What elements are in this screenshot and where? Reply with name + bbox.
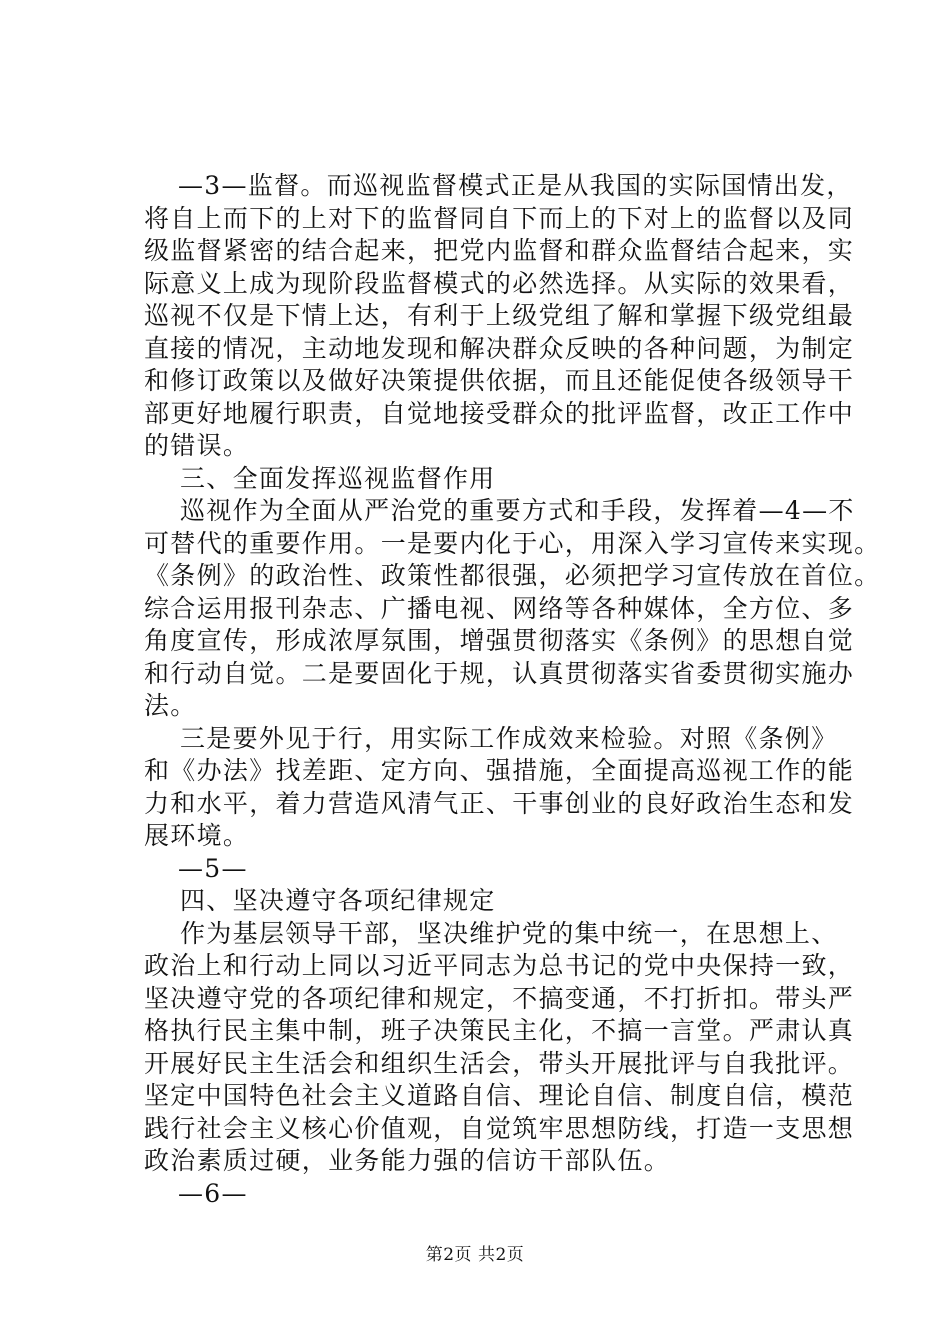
body-line: 和修订政策以及做好决策提供依据，而且还能促使各级领导干 [144, 366, 855, 395]
body-line: 巡视作为全面从严治党的重要方式和手段，发挥着—4—不 [180, 496, 855, 525]
body-line: 的错误。 [144, 431, 250, 460]
body-line: 和《办法》找差距、定方向、强措施，全面提高巡视工作的能 [144, 756, 855, 785]
body-line: 综合运用报刊杂志、广播电视、网络等各种媒体，全方位、多 [144, 593, 855, 623]
body-line: 际意义上成为现阶段监督模式的必然选择。从实际的效果看， [144, 268, 855, 298]
body-line: 级监督紧密的结合起来，把党内监督和群众监督结合起来，实 [144, 236, 855, 265]
body-line: 展环境。 [144, 821, 250, 850]
body-line: 政治上和行动上同以习近平同志为总书记的党中央保持一致， [144, 951, 855, 980]
body-line: 可替代的重要作用。一是要内化于心，用深入学习宣传来实现。 [144, 528, 881, 558]
body-line: 角度宣传，形成浓厚氛围，增强贯彻落实《条例》的思想自觉 [144, 626, 855, 655]
body-line: 力和水平，着力营造风清气正、干事创业的良好政治生态和发 [144, 788, 855, 818]
body-line: 部更好地履行职责，自觉地接受群众的批评监督，改正工作中 [144, 398, 855, 428]
body-line: 践行社会主义核心价值观，自觉筑牢思想防线，打造一支思想 [144, 1113, 855, 1143]
page-marker: —6— [178, 1178, 248, 1208]
body-line: 和行动自觉。二是要固化于规，认真贯彻落实省委贯彻实施办 [144, 658, 855, 688]
page-marker: —5— [178, 853, 248, 883]
section-heading: 三、全面发挥巡视监督作用 [180, 463, 496, 493]
body-line: 政治素质过硬，业务能力强的信访干部队伍。 [144, 1146, 671, 1175]
body-line: 法。 [144, 691, 197, 720]
body-line: 三是要外见于行，用实际工作成效来检验。对照《条例》 [180, 723, 838, 753]
body-line: 坚定中国特色社会主义道路自信、理论自信、制度自信，模范 [144, 1081, 855, 1110]
body-line: 开展好民主生活会和组织生活会，带头开展批评与自我批评。 [144, 1048, 855, 1078]
body-line: 作为基层领导干部，坚决维护党的集中统一，在思想上、 [180, 918, 838, 948]
document-body [144, 170, 881, 1210]
body-line: —3—监督。而巡视监督模式正是从我国的实际国情出发， [178, 171, 853, 200]
body-line: 巡视不仅是下情上达，有利于上级党组了解和掌握下级党组最 [144, 301, 855, 330]
body-line: 直接的情况，主动地发现和解决群众反映的各种问题，为制定 [144, 333, 855, 363]
page-footer: 第2页 共2页 [425, 1245, 525, 1265]
body-line: 将自上而下的上对下的监督同自下而上的下对上的监督以及同 [144, 203, 855, 233]
section-heading: 四、坚决遵守各项纪律规定 [180, 886, 496, 915]
body-line: 坚决遵守党的各项纪律和规定，不搞变通，不打折扣。带头严 [144, 983, 855, 1013]
body-line: 格执行民主集中制，班子决策民主化，不搞一言堂。严肃认真 [144, 1016, 855, 1045]
body-line: 《条例》的政治性、政策性都很强，必须把学习宣传放在首位。 [144, 561, 881, 590]
